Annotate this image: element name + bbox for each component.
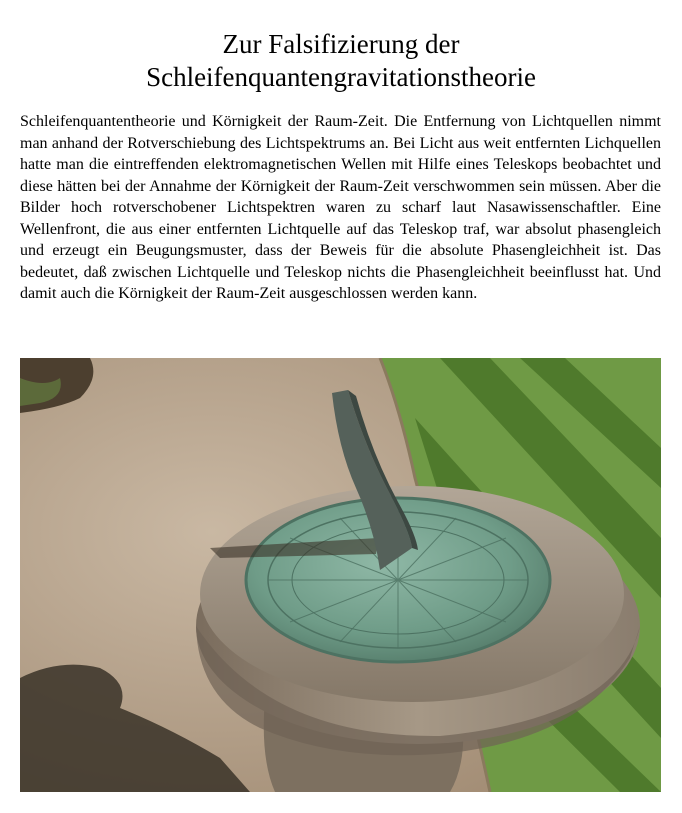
- page-title: [20, 28, 662, 94]
- body-paragraph: Schleifenquantentheorie und Körnigkeit der Raum-Zeit. Die Entfernung von Lichtquellen nimmt man anhand der Rotverschiebung des Lichtspektrums an. Bei Licht aus weit entfernten Lichquellen hatte man die eintreffenden elektromagnetischen Wellen mit Hilfe eines Teleskops beobachtet und diese hätten bei der Annahme der Körnigkeit der Raum-Zeit verschwommen sein müssen. Aber die Bilder hoch rotverschobener Lichtspektren waren zu scharf laut Nasawissenschaftler. Eine Wellenfront, die aus einer entfernten Lichtquelle auf das Teleskop traf, war absolut phasengleich und erzeugt ein Beugungsmuster, dass der Beweis für die absolute Phasengleichheit ist. Das bedeutet, daß zwischen Lichtquelle und Teleskop nichts die Phasengleichheit beeinflusst hat. Und damit auch die Körnigkeit der Raum-Zeit ausgeschlossen werden kann.: [20, 113, 661, 302]
- title-line-1: Zur Falsifizierung der: [222, 29, 460, 59]
- sundial-photo: [20, 358, 661, 792]
- title-line-2: Schleifenquantengravitationstheorie: [146, 62, 536, 92]
